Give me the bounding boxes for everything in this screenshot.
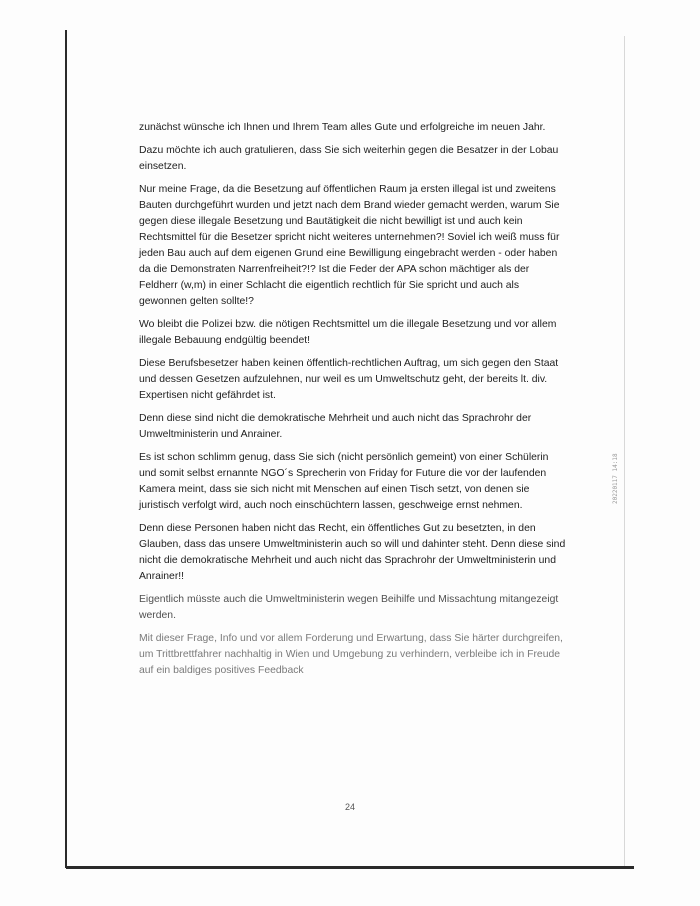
scan-border-bottom	[66, 866, 634, 869]
paragraph-majority: Denn diese sind nicht die demokratische Mehrheit und auch nicht das Sprachrohr der Umweltministerin und Anrainer.	[139, 413, 532, 440]
paragraph-occupiers: Diese Berufsbesetzer haben keinen öffentlich-rechtlichen Auftrag, um sich gegen den Staat und dessen Gesetzen aufzulehnen, nur weil es um Umweltschutz geht, der bereits lt. div. Expertisen nicht gefährdet ist.	[139, 358, 559, 401]
letter-body	[139, 120, 567, 686]
scan-timestamp-stamp: 20220117 14:18	[612, 453, 619, 504]
paragraph-police: Wo bleibt die Polizei bzw. die nötigen Rechtsmittel um die illegale Besetzung und vor allem illegale Bebauung endgültig beendet!	[139, 319, 557, 346]
paragraph-closing: Mit dieser Frage, Info und vor allem Forderung und Erwartung, dass Sie härter durchgreifen, um Trittbrettfahrer nachhaltig in Wien und Umgebung zu verhindern, verbleibe ich in Freude auf ein baldiges positives Feedback	[139, 633, 563, 676]
page-number: 24	[344, 802, 355, 812]
paragraph-public-good: Denn diese Personen haben nicht das Recht, ein öffentliches Gut zu besetzten, in den Glauben, dass das unsere Umweltministerin auch so will und dahinter steht. Denn diese sind nicht die demokratische Mehrheit und auch nicht das Sprachrohr der Umweltministerin und Anrainer!!	[139, 523, 566, 582]
paragraph-minister: Eigentlich müsste auch die Umweltministerin wegen Beihilfe und Missachtung mitangezeigt werden.	[139, 594, 559, 621]
paragraph-congratulation: Dazu möchte ich auch gratulieren, dass Sie sich weiterhin gegen die Besatzer in der Lobau einsetzen.	[139, 145, 559, 172]
paragraph-greeting: zunächst wünsche ich Ihnen und Ihrem Team alles Gute und erfolgreiche im neuen Jahr.	[139, 122, 546, 133]
paragraph-question: Nur meine Frage, da die Besetzung auf öffentlichen Raum ja ersten illegal ist und zweitens Bauten durchgeführt wurden und jetzt nach dem Brand wieder gemacht werden, warum Sie gegen diese illegale Besetzung und Bautätigkeit die nicht bewilligt ist und auch kein Rechtsmittel für die Besetzer spricht nicht weiteres unternehmen?! Soviel ich weiß muss für jeden Bau auch auf dem eigenen Grund eine Bewilligung eingebracht werden - oder haben da die Demonstraten Narrenfreiheit?!? Ist die Feder der APA schon mächtiger als der Feldherr (w,m) in einer Schlacht die eigentlich rechtlich für Sie spricht und auch als gewonnen gelten sollte!?	[139, 184, 560, 307]
scan-border-left	[65, 30, 67, 868]
scan-border-right	[624, 36, 625, 868]
paragraph-student: Es ist schon schlimm genug, dass Sie sich (nicht persönlich gemeint) von einer Schülerin und somit selbst ernannte NGO´s Sprecherin von Friday for Future die vor der laufenden Kamera meint, dass sie sich nicht mit Menschen auf einen Tisch setzt, von denen sie juristisch verfolgt wird, auch noch einschüchtern lassen, geschweige ernst nehmen.	[139, 452, 549, 511]
